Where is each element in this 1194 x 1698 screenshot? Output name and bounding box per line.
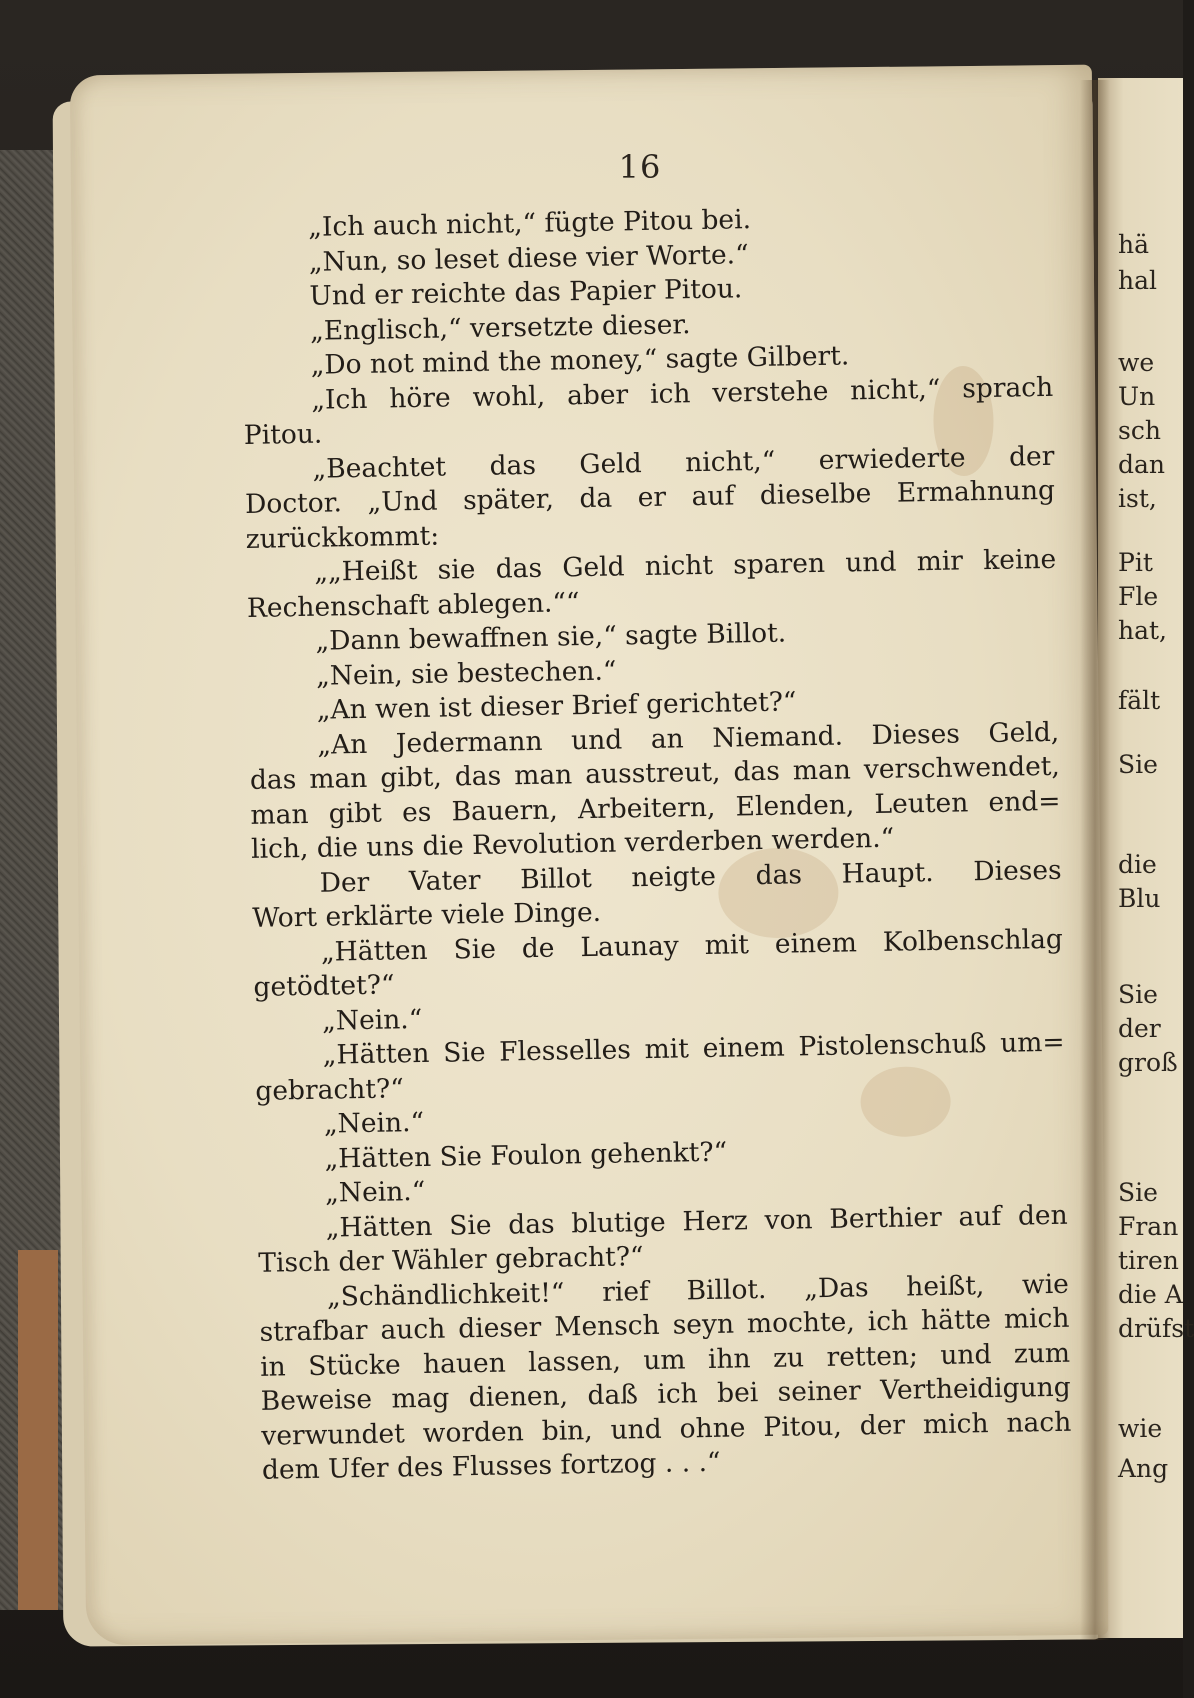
text-line: Und er reichte das Papier Pitou. (309, 273, 743, 312)
text-line: „Hätten Sie das blutige Herz von Berthier auf den (325, 1199, 1068, 1244)
text-line: „Nein.“ (324, 1175, 426, 1209)
facing-page-fragment: tiren (1118, 1246, 1179, 1275)
text-line: „Beachtet das Geld nicht,“ erwiederte der (312, 440, 1055, 485)
facing-page-fragment: hat, (1118, 616, 1167, 645)
text-line: „Ich höre wohl, aber ich verstehe nicht,“ sprach (311, 371, 1054, 416)
text-line: „Englisch,“ versetzte dieser. (309, 308, 691, 347)
facing-page-fragment: Fran (1118, 1212, 1179, 1241)
text-line: „Do not mind the money,“ sagte Gilbert. (310, 340, 850, 381)
text-line: zurückkommt: (245, 520, 440, 555)
text-line: Beweise mag dienen, daß ich bei seiner Vertheidigung (260, 1371, 1071, 1417)
text-line: dem Ufer des Flusses fortzog . . .“ (261, 1446, 721, 1486)
text-line: „Nein.“ (321, 1003, 423, 1037)
facing-page-fragment: drüfst (1118, 1314, 1194, 1343)
text-line: „An wen ist dieser Brief gerichtet?“ (316, 686, 797, 726)
facing-page-fragment: Un (1118, 382, 1156, 411)
text-line: strafbar auch dieser Mensch seyn mochte, ich hätte mich (259, 1302, 1070, 1348)
facing-page-fragment: wie (1118, 1414, 1163, 1443)
facing-page-fragment: ist, (1118, 484, 1157, 513)
facing-page-fragment: Sie (1118, 750, 1158, 779)
text-line: „Hätten Sie de Launay mit einem Kolbenschlag (320, 923, 1064, 968)
text-line: „An Jedermann und an Niemand. Dieses Geld, (317, 716, 1060, 761)
text-line: „Nein, sie bestechen.“ (315, 655, 617, 692)
text-line: getödtet?“ (253, 969, 395, 1003)
facing-page-fragment: hä (1118, 230, 1150, 259)
text-line: „Dann bewaffnen sie,“ sagte Billot. (315, 617, 787, 657)
text-line: Der Vater Billot neigte das Haupt. Dieses (319, 854, 1062, 899)
facing-page-fragment: Sie (1118, 1178, 1158, 1207)
facing-page-fragment: dan (1118, 450, 1166, 479)
text-line: in Stücke hauen lassen, um ihn zu retten; und zum (259, 1337, 1071, 1383)
text-line: „Hätten Sie Foulon gehenkt?“ (324, 1136, 728, 1175)
text-line: „„Heißt sie das Geld nicht sparen und mir keine (314, 543, 1057, 588)
text-line: „Schändlichkeit!“ rief Billot. „Das heißt, wie (326, 1268, 1070, 1313)
text-line: „Hätten Sie Flesselles mit einem Pistolenschuß um= (322, 1026, 1065, 1071)
text-line: Doctor. „Und später, da er auf dieselbe Ermahnung (244, 474, 1056, 520)
page-text (240, 198, 1072, 1488)
cover-edge (18, 1250, 58, 1610)
facing-page-fragment: Ang (1118, 1454, 1169, 1483)
facing-page-fragment: die (1118, 850, 1157, 879)
text-line: verwundet worden bin, und ohne Pitou, der mich nach (261, 1406, 1072, 1452)
facing-page-fragment: sch (1118, 416, 1161, 445)
book-gutter (1080, 80, 1110, 1640)
text-line: gebracht?“ (255, 1072, 404, 1107)
text-line: Tisch der Wähler gebracht?“ (258, 1241, 644, 1279)
facing-page-fragment: Pit (1118, 548, 1153, 577)
facing-page-fragment: der (1118, 1014, 1161, 1043)
facing-page-fragment: Sie (1118, 980, 1158, 1009)
text-line: Rechenschaft ablegen.““ (246, 586, 580, 624)
text-line: lich, die uns die Revolution verderben werden.“ (250, 822, 895, 865)
text-line: „Nein.“ (323, 1106, 425, 1140)
text-line: Pitou. (243, 418, 323, 451)
facing-page-text (1118, 230, 1194, 1530)
text-line: man gibt es Bauern, Arbeitern, Elenden, Leuten end= (250, 785, 1061, 831)
facing-page-fragment: groß (1118, 1048, 1178, 1077)
facing-page-fragment: fält (1118, 686, 1161, 715)
facing-page-fragment: Blu (1118, 884, 1161, 913)
facing-page-fragment: hal (1118, 266, 1158, 295)
text-line: das man gibt, das man ausstreut, das man verschwendet, (249, 750, 1061, 796)
text-line: Wort erklärte viele Dinge. (252, 896, 602, 934)
facing-page-fragment: Fle (1118, 582, 1159, 611)
facing-page-fragment: we (1118, 348, 1155, 377)
page-number: 16 (618, 148, 662, 186)
facing-page-fragment: die A (1118, 1280, 1183, 1309)
text-line: „Ich auch nicht,“ fügte Pitou bei. (308, 204, 752, 243)
text-line: „Nun, so leset diese vier Worte.“ (308, 238, 749, 278)
